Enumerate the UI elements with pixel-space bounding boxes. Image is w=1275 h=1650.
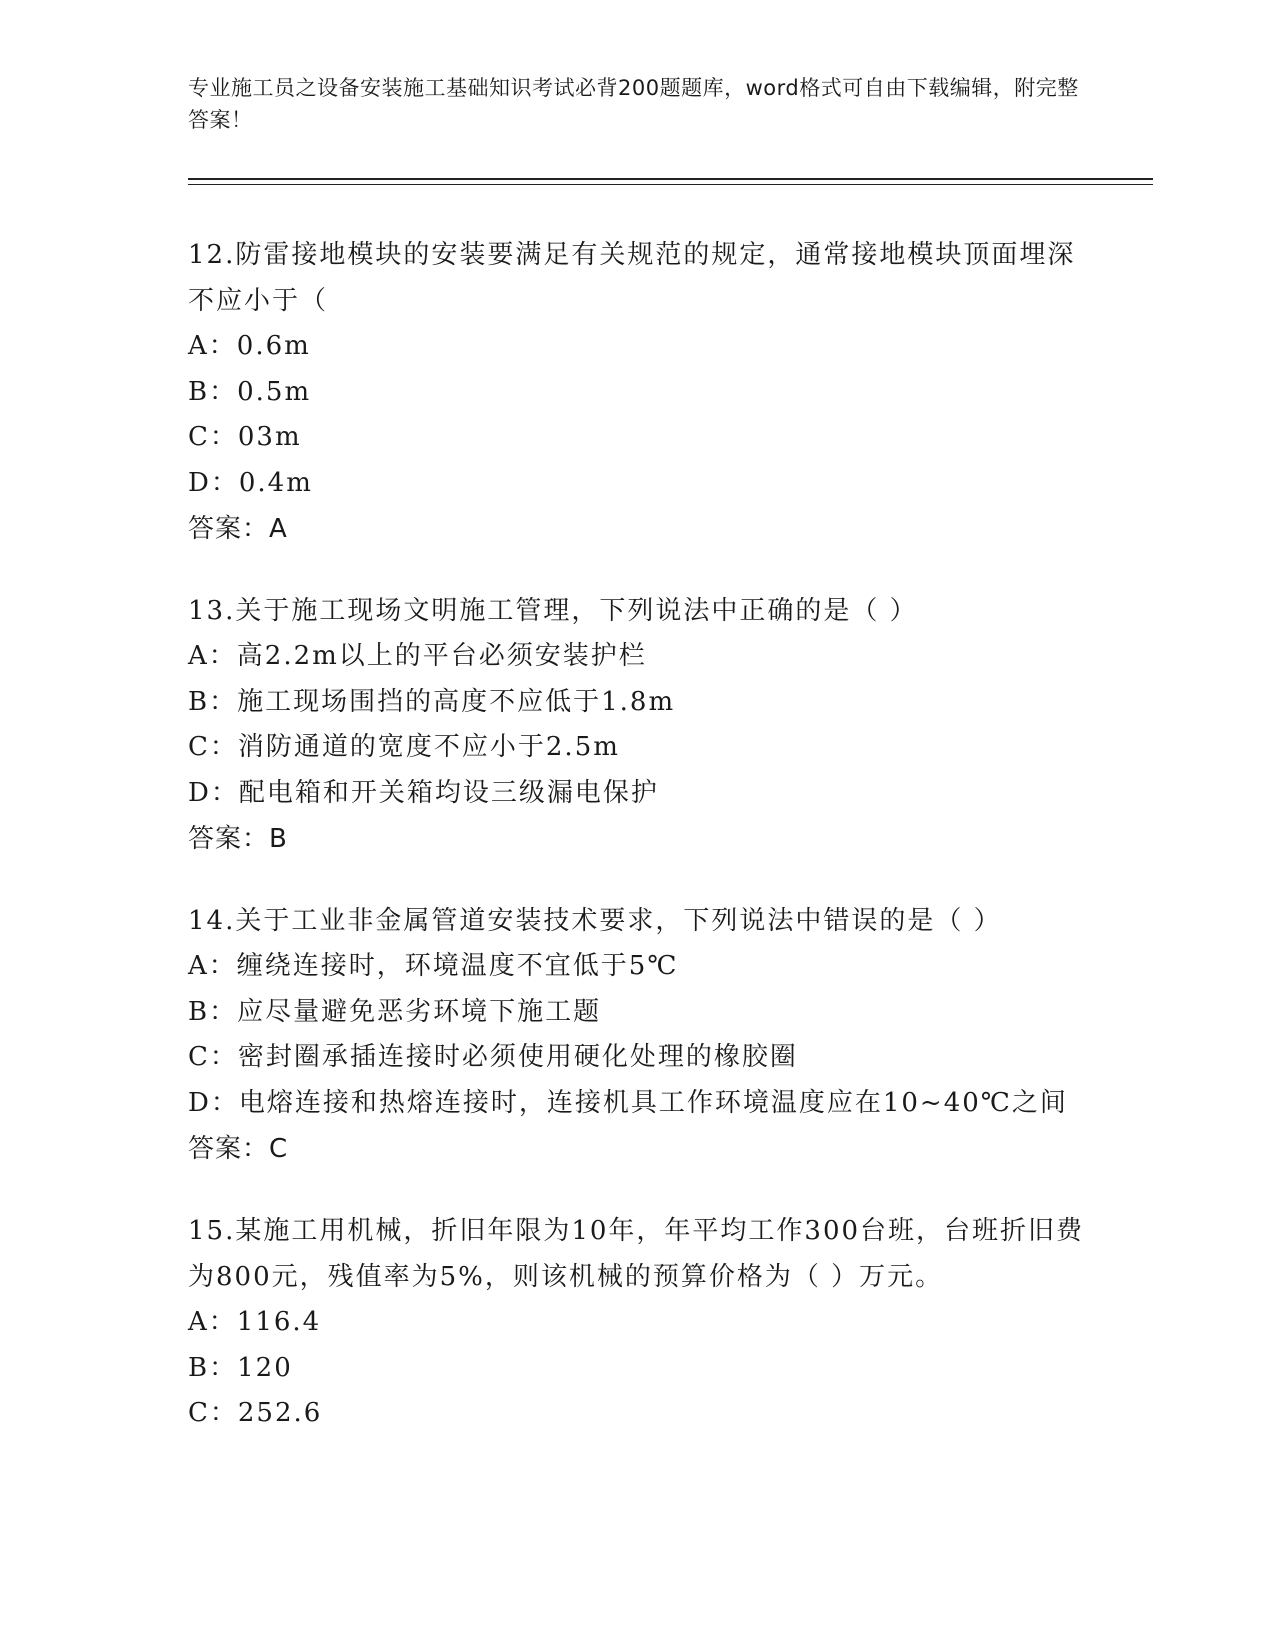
option-c: C：03m — [188, 422, 302, 452]
answer-label: 答案：C — [188, 1134, 289, 1164]
question-stem: 12.防雷接地模块的安装要满足有关规范的规定，通常接地模块顶面埋深不应小于（ — [188, 240, 1076, 316]
question-list — [188, 232, 1088, 1473]
answer-label: 答案：A — [188, 514, 288, 544]
question-stem: 13.关于施工现场文明施工管理，下列说法中正确的是（ ） — [188, 596, 918, 626]
option-b: B：0.5m — [188, 376, 312, 407]
header-divider-thin — [188, 184, 1153, 185]
answer-label: 答案：B — [188, 824, 288, 854]
option-c: C：252.6 — [188, 1398, 323, 1428]
option-c: C：密封圈承插连接时必须使用硬化处理的橡胶圈 — [188, 1042, 798, 1072]
question-12 — [188, 232, 1088, 552]
option-a: A：0.6m — [188, 331, 311, 361]
question-stem: 15.某施工用机械，折旧年限为10年，年平均工作300台班，台班折旧费为800元，残值率为5%，则该机械的预算价格为（ ）万元。 — [188, 1216, 1085, 1292]
option-d: D：0.4m — [188, 467, 313, 498]
header-divider-thick — [188, 178, 1153, 180]
option-d: D：电熔连接和热熔连接时，连接机具工作环境温度应在10~40℃之间 — [188, 1087, 1068, 1118]
question-stem: 14.关于工业非金属管道安装技术要求，下列说法中错误的是（ ） — [188, 906, 1002, 936]
option-b: B：施工现场围挡的高度不应低于1.8m — [188, 686, 676, 717]
document-title: 专业施工员之设备安装施工基础知识考试必背200题题库，word格式可自由下载编辑，附完整答案！ — [188, 76, 1079, 132]
option-a: A：高2.2m以上的平台必须安装护栏 — [188, 641, 647, 671]
question-15 — [188, 1208, 1088, 1437]
question-14 — [188, 898, 1088, 1172]
question-13 — [188, 588, 1088, 862]
option-d: D：配电箱和开关箱均设三级漏电保护 — [188, 777, 659, 808]
page-header — [188, 72, 1088, 136]
option-a: A：116.4 — [188, 1307, 322, 1337]
option-c: C：消防通道的宽度不应小于2.5m — [188, 732, 620, 762]
option-a: A：缠绕连接时，环境温度不宜低于5℃ — [188, 951, 679, 981]
option-b: B：120 — [188, 1352, 293, 1383]
option-b: B：应尽量避免恶劣环境下施工题 — [188, 996, 602, 1027]
